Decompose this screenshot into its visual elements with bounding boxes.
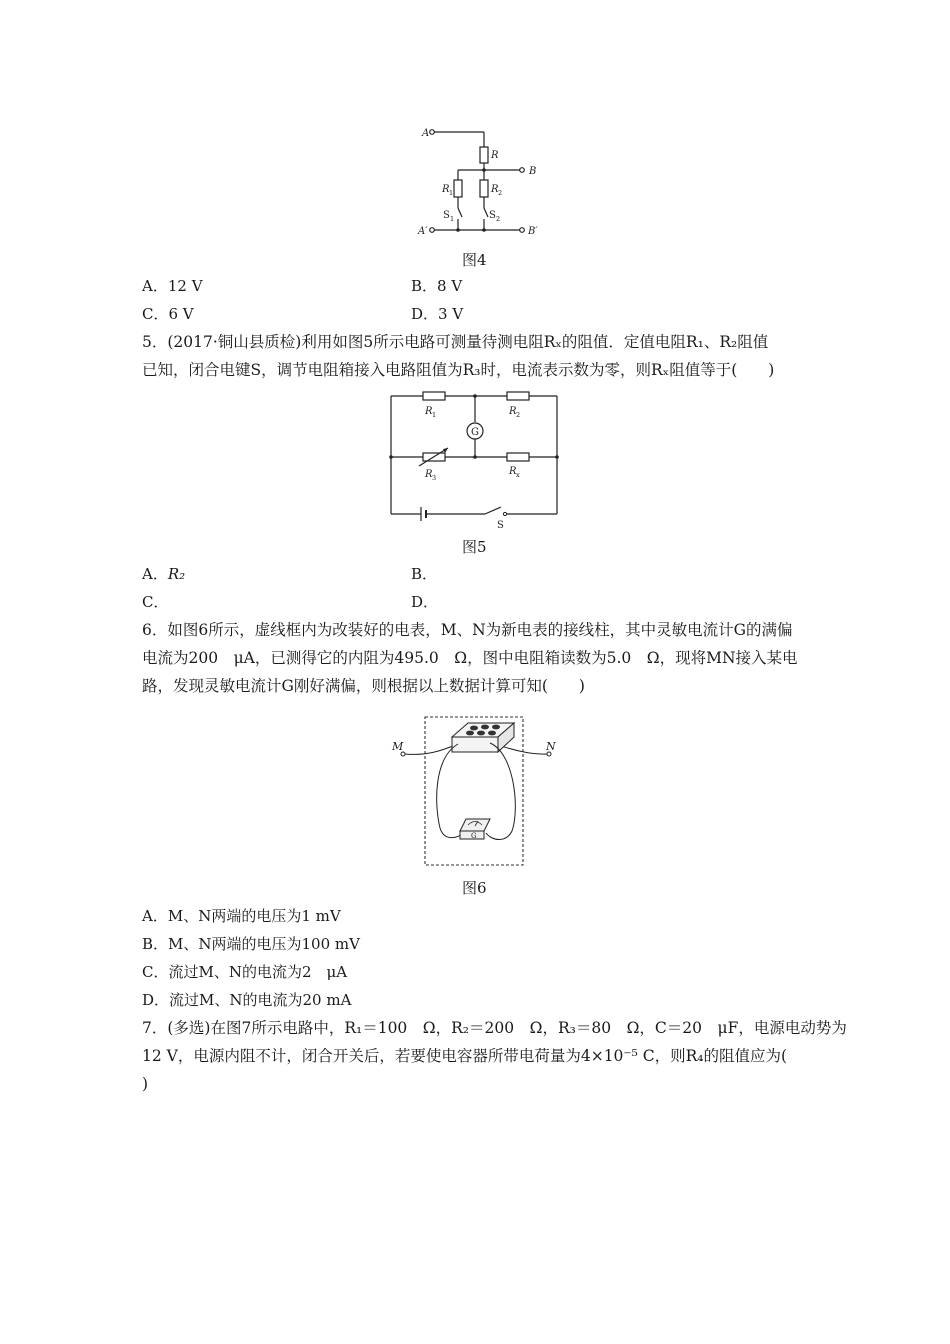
figure-4-caption: 图4 <box>462 251 487 269</box>
fig5-label-R2-sub: 2 <box>516 411 521 419</box>
q4-option-c[interactable]: C．6 V <box>142 305 194 323</box>
fig5-label-R3: R <box>425 469 433 480</box>
fig4-label-B: B <box>529 166 537 177</box>
q6-stem-line-2: 电流为200 μA，已测得它的内阻为495.0 Ω，图中电阻箱读数为5.0 Ω，现将MN接入某电 <box>142 649 798 667</box>
fig5-label-R3-sub: 3 <box>432 474 437 482</box>
fig5-label-S: S <box>497 520 504 528</box>
fig4-label-R2-sub: 2 <box>498 189 503 197</box>
figure-6-meter-illustration <box>386 713 566 869</box>
q6-stem-line-1: 6．如图6所示，虚线框内为改装好的电表，M、N为新电表的接线柱，其中灵敏电流计G的满偏 <box>142 621 793 639</box>
fig4-label-S1-sub: 1 <box>450 215 455 223</box>
q5-stem-line-2: 已知，闭合电键S，调节电阻箱接入电路阻值为R₃时，电流表示数为零，则Rₓ阻值等于( ) <box>142 361 775 379</box>
figure-5-caption: 图5 <box>462 538 487 556</box>
figure-4-circuit <box>410 122 560 244</box>
fig6-label-M: M <box>392 740 404 753</box>
fig4-label-S2: S <box>489 210 496 221</box>
q4-option-a[interactable]: A．12 V <box>142 277 203 295</box>
q7-stem-line-2: 12 V，电源内阻不计，闭合开关后，若要使电容器所带电荷量为4×10⁻⁵ C，则R₄的阻值应为( <box>142 1047 788 1065</box>
fig4-label-A-prime: A′ <box>418 226 428 237</box>
q7-stem-line-1: 7．(多选)在图7所示电路中，R₁＝100 Ω，R₂＝200 Ω，R₃＝80 Ω，C＝20 μF，电源电动势为 <box>142 1019 847 1037</box>
figure-5-bridge-circuit <box>385 388 565 528</box>
figure-6-caption: 图6 <box>462 879 487 897</box>
fig5-label-Rx: R <box>509 466 517 477</box>
fig4-label-A: A <box>422 128 430 139</box>
fig4-label-S1: S <box>443 210 450 221</box>
fig4-label-R: R <box>491 150 499 161</box>
q7-stem-line-3: ) <box>142 1075 149 1093</box>
q5-option-d[interactable]: D． <box>411 593 439 611</box>
fig4-label-S2-sub: 2 <box>496 215 501 223</box>
fig4-label-R1-sub: 1 <box>449 189 454 197</box>
q6-option-d[interactable]: D．流过M、N的电流为20 mA <box>142 991 352 1009</box>
fig6-label-N: N <box>546 740 556 753</box>
q6-option-a[interactable]: A．M、N两端的电压为1 mV <box>142 907 341 925</box>
q5-option-a[interactable]: A．R₂ <box>142 565 186 583</box>
q5-stem-line-1: 5．(2017·铜山县质检)利用如图5所示电路可测量待测电阻Rₓ的阻值．定值电阻R₁、R₂阻值 <box>142 333 769 351</box>
fig4-label-R2: R <box>491 184 499 195</box>
fig5-label-R2: R <box>509 406 517 417</box>
q5-option-b[interactable]: B． <box>411 565 438 583</box>
q6-stem-line-3: 路，发现灵敏电流计G刚好满偏，则根据以上数据计算可知( ) <box>142 677 585 695</box>
fig4-label-B-prime: B′ <box>528 226 538 237</box>
q6-option-c[interactable]: C．流过M、N的电流为2 μA <box>142 963 348 981</box>
fig6-galvanometer-label: G <box>471 832 477 840</box>
q5-option-c[interactable]: C． <box>142 593 169 611</box>
fig5-label-R1: R <box>425 406 433 417</box>
fig5-label-Rx-sub: x <box>516 471 520 479</box>
q4-option-d[interactable]: D．3 V <box>411 305 464 323</box>
q4-option-b[interactable]: B．8 V <box>411 277 463 295</box>
fig4-label-R1: R <box>442 184 450 195</box>
fig5-label-R1-sub: 1 <box>432 411 437 419</box>
q6-option-b[interactable]: B．M、N两端的电压为100 mV <box>142 935 360 953</box>
fig5-galvanometer-label: G <box>471 427 479 438</box>
